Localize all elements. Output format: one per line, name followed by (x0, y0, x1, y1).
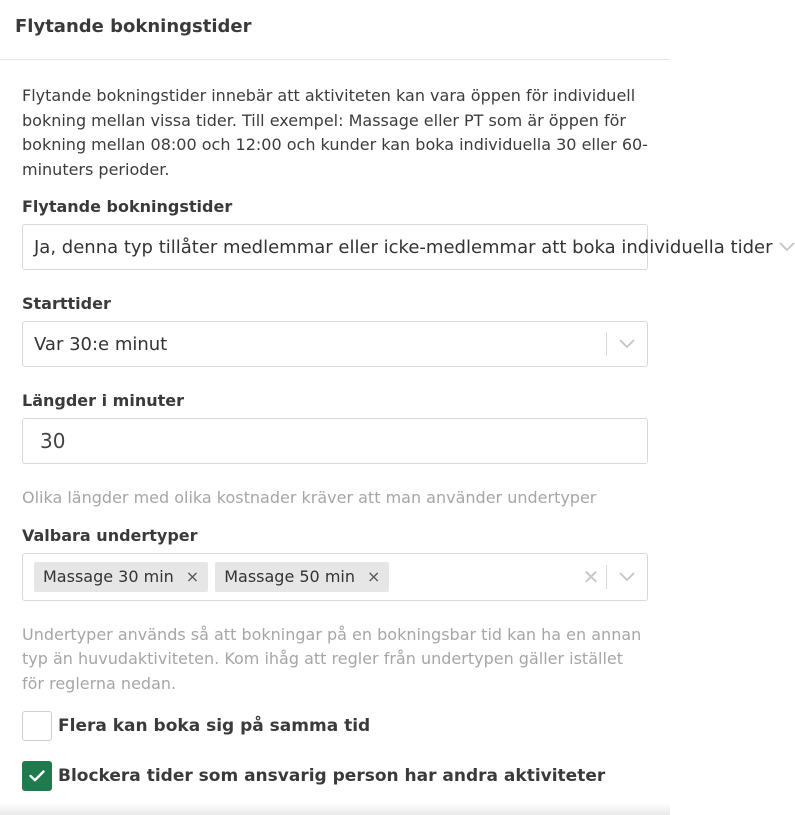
subtype-tag-label: Massage 50 min (224, 567, 355, 586)
multiple-booking-checkbox[interactable] (22, 711, 52, 741)
start-times-value: Var 30:e minut (34, 333, 168, 355)
lengths-hint: Olika längder med olika kostnader kräver att man använder undertyper (22, 488, 597, 507)
close-icon[interactable]: × (367, 567, 381, 586)
start-times-select[interactable] (22, 321, 648, 367)
lengths-input-value: 30 (40, 429, 66, 453)
subtype-tag-label: Massage 30 min (43, 567, 174, 586)
floating-select[interactable] (22, 224, 773, 270)
panel-title: Flytande bokningstider (15, 16, 252, 37)
floating-label: Flytande bokningstider (22, 197, 233, 216)
lengths-label: Längder i minuter (22, 391, 184, 410)
subtypes-select[interactable] (22, 553, 648, 601)
block-times-option[interactable] (22, 761, 648, 791)
subtype-tag (215, 562, 389, 592)
block-times-checkbox[interactable] (22, 761, 52, 791)
multiple-booking-label: Flera kan boka sig på samma tid (58, 716, 371, 736)
bottom-fade (0, 803, 670, 815)
start-times-label: Starttider (22, 294, 111, 313)
chevron-down-icon[interactable] (607, 322, 647, 366)
lengths-input[interactable] (22, 418, 648, 464)
check-icon (29, 770, 45, 782)
subtypes-label: Valbara undertyper (22, 525, 198, 545)
panel-content (0, 60, 773, 791)
block-times-label: Blockera tider som ansvarig person har andra aktiviteter (58, 766, 606, 786)
subtype-tag (34, 562, 208, 592)
close-icon[interactable]: × (185, 567, 200, 586)
chevron-down-icon[interactable] (779, 225, 795, 269)
floating-select-value: Ja, denna typ tillåter medlemmar eller icke-medlemmar att boka individuella tider (34, 236, 773, 258)
multiple-booking-option[interactable] (22, 711, 648, 741)
chevron-down-icon[interactable] (607, 554, 647, 600)
clear-icon[interactable]: ✕ (582, 564, 600, 589)
panel-header (0, 0, 670, 60)
subtypes-hint: Undertyper används så att bokningar på en bokningsbar tid kan ha en annan typ än huvudaktiviteten. Kom ihåg att regler från undertypen gäller istället för reglerna nedan. (22, 624, 642, 693)
subtype-tags (34, 562, 576, 592)
intro-text: Flytande bokningstider innebär att aktiviteten kan vara öppen för individuell bokning mellan vissa tider. Till exempel: Massage eller PT som är öppen för bokning mellan 08:00 och 12:00 och kunder kan boka individuella 30 eller 60-minuters perioder. (22, 86, 648, 179)
